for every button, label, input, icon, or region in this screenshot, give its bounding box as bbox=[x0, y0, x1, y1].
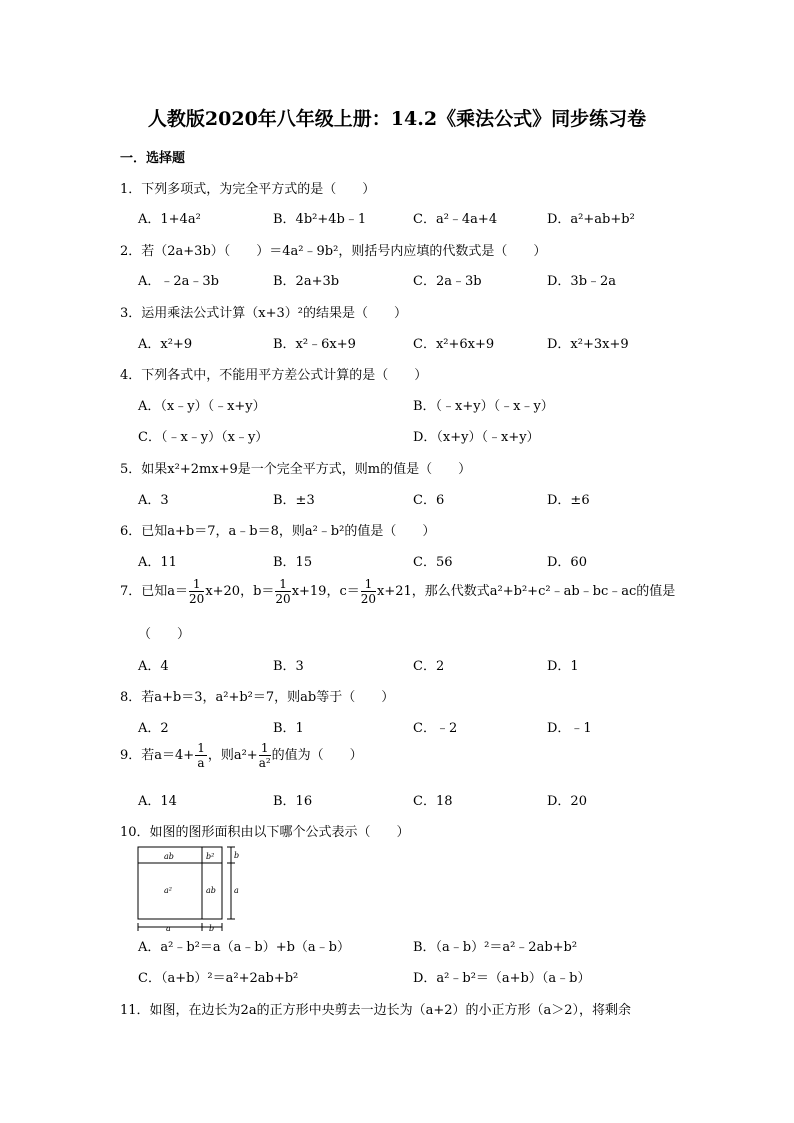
question-5-stem: 5．如果x²+2mx+9是一个完全平方式，则m的值是（ ） bbox=[120, 462, 472, 477]
question-7-stem bbox=[120, 578, 675, 605]
q9-fraction-1: $\frac{1}{a}$ bbox=[197, 741, 205, 770]
question-9-option-c: C．18 bbox=[413, 794, 453, 809]
figure-label-a-bottom: a bbox=[166, 924, 171, 933]
question-4-option-c: C．（﹣x﹣y）（x﹣y） bbox=[138, 430, 269, 445]
question-1-option-c: C．a²﹣4a+4 bbox=[413, 212, 498, 227]
question-6-stem: 6．已知a+b＝7，a﹣b＝8，则a²﹣b²的值是（ ） bbox=[120, 524, 436, 539]
question-8-option-b: B．1 bbox=[273, 721, 304, 736]
question-11-stem: 11．如图，在边长为2a的正方形中央剪去一边长为（a+2）的小正方形（a＞2），将剩余 bbox=[120, 1003, 631, 1018]
figure-label-b-right: b bbox=[234, 851, 240, 860]
question-3-option-d: D．x²+3x+9 bbox=[547, 337, 629, 352]
question-7-option-d: D．1 bbox=[547, 659, 579, 674]
q9-fraction-2: $\frac{1}{\text{a²}}$ bbox=[258, 741, 271, 770]
question-5-option-c: C．6 bbox=[413, 493, 445, 508]
question-7-option-b: B．3 bbox=[273, 659, 304, 674]
question-3-option-b: B．x²﹣6x+9 bbox=[273, 337, 356, 352]
question-8-option-a: A．2 bbox=[138, 721, 169, 736]
area-figure bbox=[136, 843, 246, 933]
question-9-option-a: A．14 bbox=[138, 794, 177, 809]
question-1-option-b: B．4b²+4b﹣1 bbox=[273, 212, 367, 227]
question-5-option-b: B．±3 bbox=[273, 493, 315, 508]
q9-text-1: 9．若a＝4+ bbox=[120, 748, 195, 763]
figure-label-ab-top: ab bbox=[164, 852, 174, 861]
question-10-option-c: C．（a+b）²＝a²+2ab+b² bbox=[138, 971, 299, 986]
question-6-option-c: C．56 bbox=[413, 555, 453, 570]
page-title: 人教版2020年八年级上册：14.2《乘法公式》同步练习卷 bbox=[147, 108, 647, 130]
question-3-stem: 3．运用乘法公式计算（x+3）²的结果是（ ） bbox=[120, 306, 407, 321]
question-2-stem: 2．若（2a+3b）（ ）＝4a²﹣9b²，则括号内应填的代数式是（ ） bbox=[120, 244, 547, 259]
q9-text-3: 的值为（ ） bbox=[271, 748, 363, 763]
question-8-stem: 8．若a+b＝3，a²+b²＝7，则ab等于（ ） bbox=[120, 690, 395, 705]
question-8-option-d: D．﹣1 bbox=[547, 721, 592, 736]
question-9-option-d: D．20 bbox=[547, 794, 587, 809]
question-1-option-d: D．a²+ab+b² bbox=[547, 212, 635, 227]
q7-fraction-b: $\frac{1}{20}$ bbox=[275, 577, 291, 606]
question-9-stem bbox=[120, 742, 363, 769]
figure-label-b2: b² bbox=[206, 852, 215, 861]
q7-fraction-c: $\frac{1}{20}$ bbox=[360, 577, 377, 606]
q7-text-4: x+21，那么代数式a²+b²+c²﹣ab﹣bc﹣ac的值是 bbox=[377, 584, 676, 599]
question-2-option-a: A．﹣2a﹣3b bbox=[138, 274, 220, 289]
q7-fraction-a: $\frac{1}{20}$ bbox=[189, 577, 205, 606]
question-1-option-a: A．1+4a² bbox=[138, 212, 201, 227]
question-5-option-d: D．±6 bbox=[547, 493, 590, 508]
q9-text-2: ，则a²+ bbox=[207, 748, 258, 763]
question-1-stem: 1．下列多项式，为完全平方式的是（ ） bbox=[120, 182, 376, 197]
figure-label-b-bottom: b bbox=[209, 924, 215, 933]
section-heading: 一．选择题 bbox=[120, 151, 186, 166]
q7-text-2: x+20，b＝ bbox=[205, 584, 275, 599]
question-7-option-c: C．2 bbox=[413, 659, 445, 674]
q7-text-1: 7．已知a＝ bbox=[120, 584, 189, 599]
question-4-stem: 4．下列各式中，不能用平方差公式计算的是（ ） bbox=[120, 368, 428, 383]
question-4-option-b: B．（﹣x+y）（﹣x﹣y） bbox=[413, 399, 554, 414]
question-2-option-d: D．3b﹣2a bbox=[547, 274, 617, 289]
question-10-stem: 10．如图的图形面积由以下哪个公式表示（ ） bbox=[120, 825, 410, 840]
figure-label-a2: a² bbox=[164, 886, 172, 895]
question-7-option-a: A．4 bbox=[138, 659, 169, 674]
question-5-option-a: A．3 bbox=[138, 493, 169, 508]
question-9-option-b: B．16 bbox=[273, 794, 313, 809]
figure-label-a-right: a bbox=[234, 886, 239, 895]
question-3-option-c: C．x²+6x+9 bbox=[413, 337, 495, 352]
question-4-option-d: D．（x+y）（﹣x+y） bbox=[413, 430, 540, 445]
question-10-option-d: D．a²﹣b²＝（a+b）（a﹣b） bbox=[413, 971, 591, 986]
question-6-option-d: D．60 bbox=[547, 555, 587, 570]
question-4-option-a: A．（x﹣y）（﹣x+y） bbox=[138, 399, 266, 414]
question-6-option-b: B．15 bbox=[273, 555, 313, 570]
q7-text-3: x+19，c＝ bbox=[291, 584, 360, 599]
question-10-option-a: A．a²﹣b²＝a（a﹣b）+b（a﹣b） bbox=[138, 940, 350, 955]
figure-label-ab-right: ab bbox=[206, 886, 216, 895]
question-10-option-b: B．（a﹣b）²＝a²﹣2ab+b² bbox=[413, 940, 578, 955]
question-6-option-a: A．11 bbox=[138, 555, 177, 570]
question-8-option-c: C．﹣2 bbox=[413, 721, 458, 736]
question-7-stem-line2: （ ） bbox=[138, 627, 191, 642]
question-2-option-c: C．2a﹣3b bbox=[413, 274, 482, 289]
question-3-option-a: A．x²+9 bbox=[138, 337, 193, 352]
question-2-option-b: B．2a+3b bbox=[273, 274, 340, 289]
